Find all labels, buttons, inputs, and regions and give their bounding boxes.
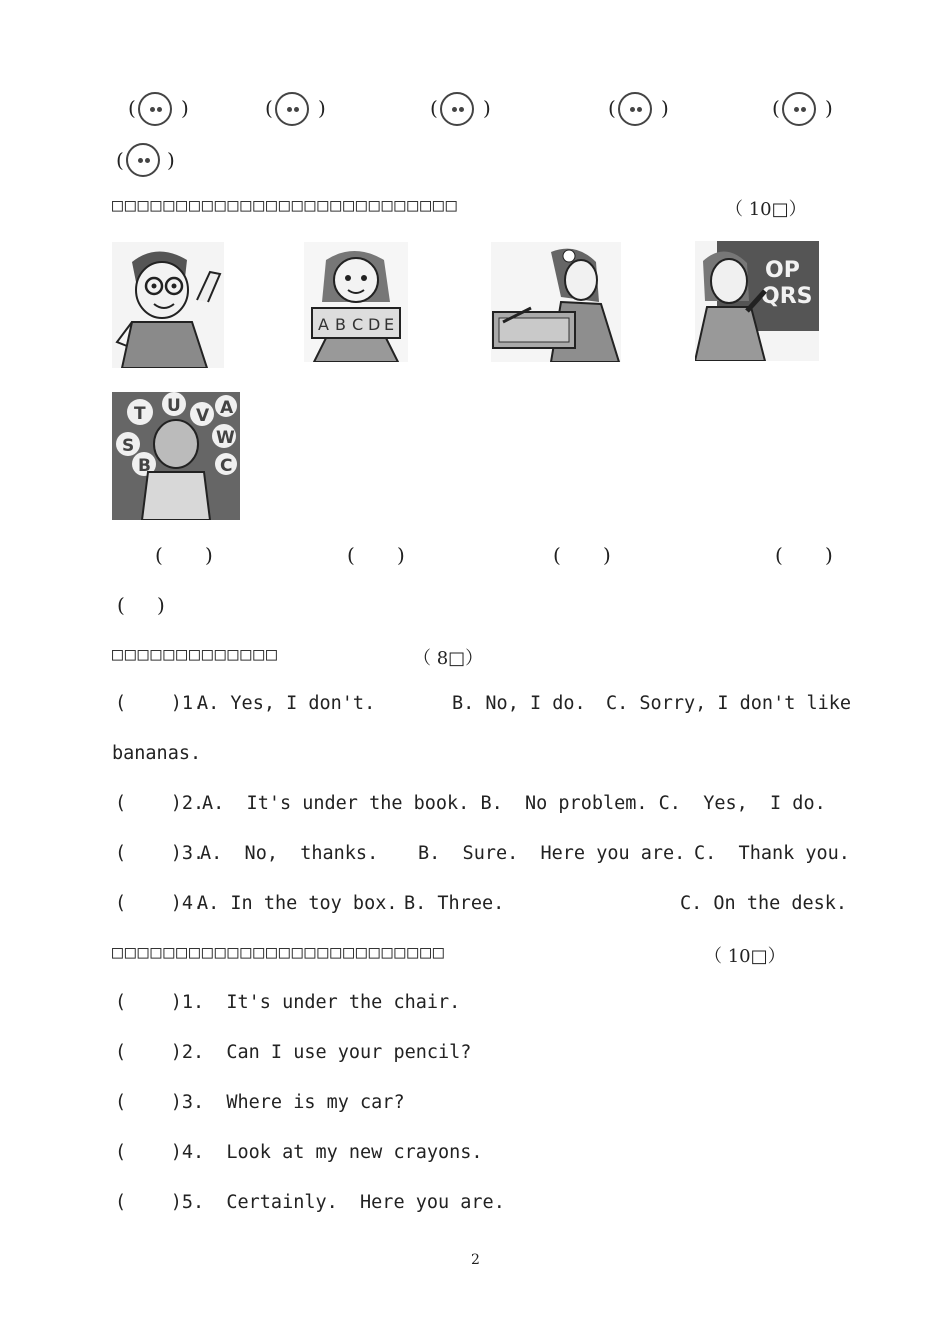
paren-close: ) [205,543,213,567]
sentence-item: ( )1. It's under the chair. [115,992,461,1013]
sentence-item: ( )2. Can I use your pencil? [115,1042,472,1063]
paren-open: ( [117,593,125,617]
smiley-face-icon [126,143,160,177]
question-number: ( )4. [115,893,205,914]
section-title: □□□□□□□□□□□□□□□□□□□□□□□□□□ [112,942,446,963]
balloon-letter: T [134,404,146,424]
paren-open: ( [128,96,136,120]
letter-label: D [368,315,381,334]
paren-close: ) [157,593,165,617]
letter-label: E [384,315,395,334]
paren-close: ) [483,96,491,120]
section-title: □□□□□□□□□□□□□□□□□□□□□□□□□□□ [112,195,459,216]
board-letters: QRS [761,284,813,309]
option-c: C. Sorry, I don't like [606,693,852,714]
option-a: A. In the toy box. [197,893,398,914]
smiley-face-icon [138,92,172,126]
balloon-letter: A [220,398,234,418]
smiley-face-icon [782,92,816,126]
paren-open: ( [347,543,355,567]
letter-label: A [318,315,329,334]
sentence-item: ( )5. Certainly. Here you are. [115,1192,505,1213]
question-number: ( )1. [115,693,205,714]
sentence-item: ( )3. Where is my car? [115,1092,405,1113]
smiley-face-icon [440,92,474,126]
question-number: ( )3. [115,843,205,864]
paren-open: ( [775,543,783,567]
paren-close: ) [603,543,611,567]
option-c-continued: bananas. [112,743,202,764]
smiley-face-icon [618,92,652,126]
question-number: ( )2. [115,793,205,814]
paren-open: ( [116,148,124,172]
paren-close: ) [825,96,833,120]
section-score: （ 10□） [704,946,786,967]
letter-label: B [335,315,346,334]
boy-letter-balloons-picture [112,392,240,520]
section-title: □□□□□□□□□□□□□ [112,644,279,665]
section-score: （ 8□） [413,648,484,669]
paren-open: ( [608,96,616,120]
sentence-item: ( )4. Look at my new crayons. [115,1142,483,1163]
girl-pointing-letters-picture [695,241,819,361]
section-score: （ 10□） [725,199,807,220]
balloon-letter: B [138,456,151,476]
paren-close: ) [825,543,833,567]
smiley-face-icon [275,92,309,126]
girl-with-pencil-case-picture [491,242,621,362]
balloon-letter: V [196,406,210,426]
option-b: B. Sure. Here you are. [418,843,686,864]
balloon-letter: W [216,428,235,448]
board-letters: OP [765,258,800,283]
question-options: A. It's under the book. B. No problem. C. Yes, I do. [202,793,826,814]
paren-open: ( [155,543,163,567]
paren-close: ) [661,96,669,120]
balloon-letter: S [122,436,135,456]
paren-open: ( [772,96,780,120]
paren-open: ( [265,96,273,120]
letter-label: C [352,315,364,334]
paren-open: ( [430,96,438,120]
balloon-letter: U [167,396,181,416]
option-a: A. No, thanks. [200,843,379,864]
paren-close: ) [181,96,189,120]
paren-open: ( [553,543,561,567]
girl-with-abc-book-picture [304,242,408,362]
paren-close: ) [397,543,405,567]
balloon-letter: C [220,456,233,476]
option-a: A. Yes, I don't. [197,693,376,714]
option-c: C. On the desk. [680,893,848,914]
paren-close: ) [167,148,175,172]
option-c: C. Thank you. [694,843,850,864]
paren-close: ) [318,96,326,120]
option-b: B. Three. [404,893,505,914]
page-number: 2 [471,1252,480,1268]
option-b: B. No, I do. [452,693,586,714]
boy-waving-picture [112,242,224,368]
